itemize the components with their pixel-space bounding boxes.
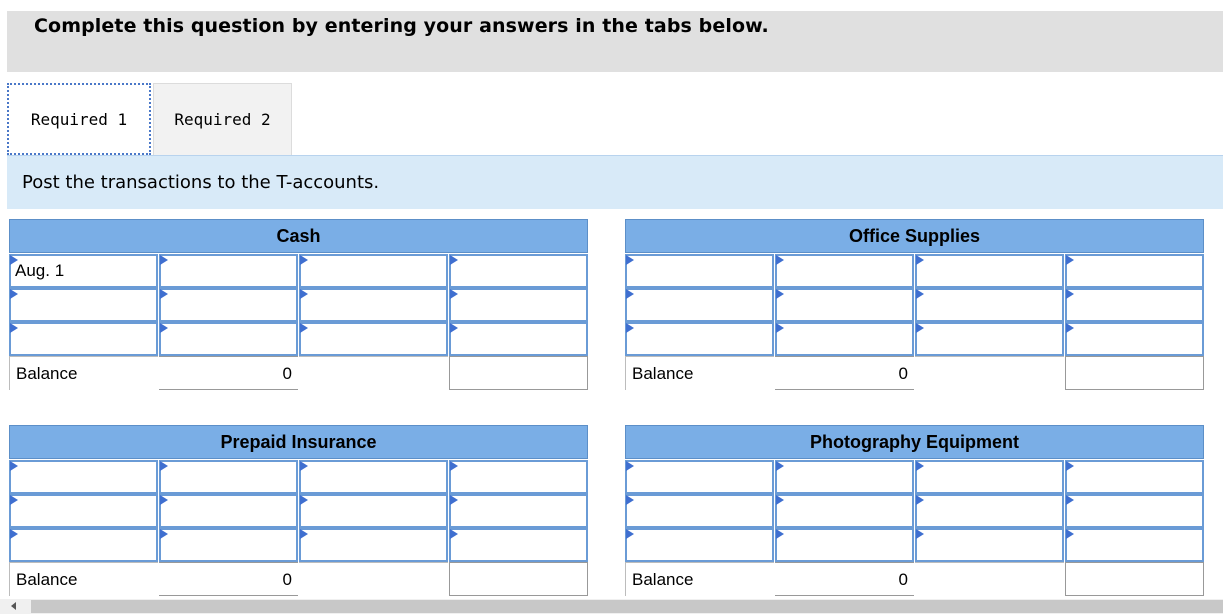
credit-label-input[interactable]: [299, 460, 448, 494]
credit-label-input[interactable]: [915, 528, 1064, 562]
account-row: [9, 322, 588, 356]
t-account-photography-equipment: [625, 425, 1204, 597]
balance-row: [625, 356, 1204, 390]
account-row: [9, 288, 588, 322]
balance-spacer: [299, 562, 448, 596]
balance-spacer: [299, 356, 448, 390]
header-title: Complete this question by entering your answers in the tabs below.: [34, 15, 769, 37]
credit-label-input[interactable]: [299, 288, 448, 322]
debit-amount-input[interactable]: [159, 288, 298, 322]
credit-balance-value: [449, 562, 588, 596]
scroll-thumb[interactable]: [31, 600, 1223, 613]
account-title: Cash: [9, 219, 588, 253]
credit-label-input[interactable]: [915, 460, 1064, 494]
account-row: [9, 494, 588, 528]
account-row: [9, 254, 588, 288]
balance-row: [625, 562, 1204, 596]
balance-row: [9, 562, 588, 596]
instruction-text: Post the transactions to the T-accounts.: [22, 172, 380, 193]
balance-row: [9, 356, 588, 390]
balance-spacer: [915, 356, 1064, 390]
debit-label-input[interactable]: [9, 494, 158, 528]
debit-label-input[interactable]: [625, 460, 774, 494]
balance-label: Balance: [625, 356, 774, 390]
debit-label-input[interactable]: [625, 254, 774, 288]
credit-amount-input[interactable]: [1065, 528, 1204, 562]
horizontal-scrollbar[interactable]: [0, 599, 1223, 614]
credit-amount-input[interactable]: [1065, 460, 1204, 494]
debit-label-input[interactable]: [9, 288, 158, 322]
account-row: [625, 528, 1204, 562]
t-account-prepaid-insurance: [9, 425, 588, 597]
credit-balance-value: [1065, 562, 1204, 596]
debit-amount-input[interactable]: [775, 494, 914, 528]
account-row: [625, 460, 1204, 494]
balance-spacer: [915, 562, 1064, 596]
credit-amount-input[interactable]: [1065, 254, 1204, 288]
credit-amount-input[interactable]: [1065, 494, 1204, 528]
debit-amount-input[interactable]: [159, 322, 298, 356]
credit-label-input[interactable]: [915, 494, 1064, 528]
credit-label-input[interactable]: [299, 322, 448, 356]
debit-amount-input[interactable]: [775, 254, 914, 288]
credit-amount-input[interactable]: [449, 528, 588, 562]
debit-amount-input[interactable]: [159, 528, 298, 562]
debit-amount-input[interactable]: [775, 322, 914, 356]
account-row: [625, 494, 1204, 528]
credit-amount-input[interactable]: [449, 460, 588, 494]
account-title: Prepaid Insurance: [9, 425, 588, 459]
balance-label: Balance: [9, 562, 158, 596]
balance-value: 0: [775, 562, 914, 596]
question-header: [7, 11, 1223, 72]
debit-label-input[interactable]: [625, 288, 774, 322]
credit-label-input[interactable]: [915, 254, 1064, 288]
credit-amount-input[interactable]: [449, 254, 588, 288]
credit-amount-input[interactable]: [449, 322, 588, 356]
account-row: [625, 322, 1204, 356]
credit-amount-input[interactable]: [449, 288, 588, 322]
debit-amount-input[interactable]: [775, 288, 914, 322]
credit-label-input[interactable]: [299, 528, 448, 562]
instruction-bar: [7, 155, 1223, 209]
account-title: Photography Equipment: [625, 425, 1204, 459]
tab-required-2[interactable]: Required 2: [153, 83, 292, 155]
t-account-cash: [9, 219, 588, 391]
debit-label-input[interactable]: [9, 322, 158, 356]
credit-label-input[interactable]: [299, 494, 448, 528]
balance-value: 0: [159, 562, 298, 596]
account-row: [9, 460, 588, 494]
balance-value: 0: [775, 356, 914, 390]
account-title: Office Supplies: [625, 219, 1204, 253]
balance-label: Balance: [625, 562, 774, 596]
debit-label-input[interactable]: [9, 460, 158, 494]
debit-amount-input[interactable]: [775, 528, 914, 562]
credit-balance-value: [449, 356, 588, 390]
debit-amount-input[interactable]: [775, 460, 914, 494]
debit-label-input[interactable]: Aug. 1: [9, 254, 158, 288]
scroll-left-arrow-icon[interactable]: [11, 602, 16, 610]
debit-amount-input[interactable]: [159, 460, 298, 494]
credit-label-input[interactable]: [915, 322, 1064, 356]
balance-label: Balance: [9, 356, 158, 390]
credit-label-input[interactable]: [915, 288, 1064, 322]
credit-amount-input[interactable]: [1065, 322, 1204, 356]
debit-label-input[interactable]: [625, 528, 774, 562]
credit-amount-input[interactable]: [449, 494, 588, 528]
t-account-office-supplies: [625, 219, 1204, 391]
account-row: [625, 288, 1204, 322]
debit-label-input[interactable]: [9, 528, 158, 562]
debit-label-input[interactable]: [625, 494, 774, 528]
balance-value: 0: [159, 356, 298, 390]
account-row: [625, 254, 1204, 288]
credit-amount-input[interactable]: [1065, 288, 1204, 322]
account-row: [9, 528, 588, 562]
debit-amount-input[interactable]: [159, 254, 298, 288]
credit-balance-value: [1065, 356, 1204, 390]
tab-required-1[interactable]: Required 1: [7, 83, 151, 155]
debit-amount-input[interactable]: [159, 494, 298, 528]
credit-label-input[interactable]: [299, 254, 448, 288]
debit-label-input[interactable]: [625, 322, 774, 356]
